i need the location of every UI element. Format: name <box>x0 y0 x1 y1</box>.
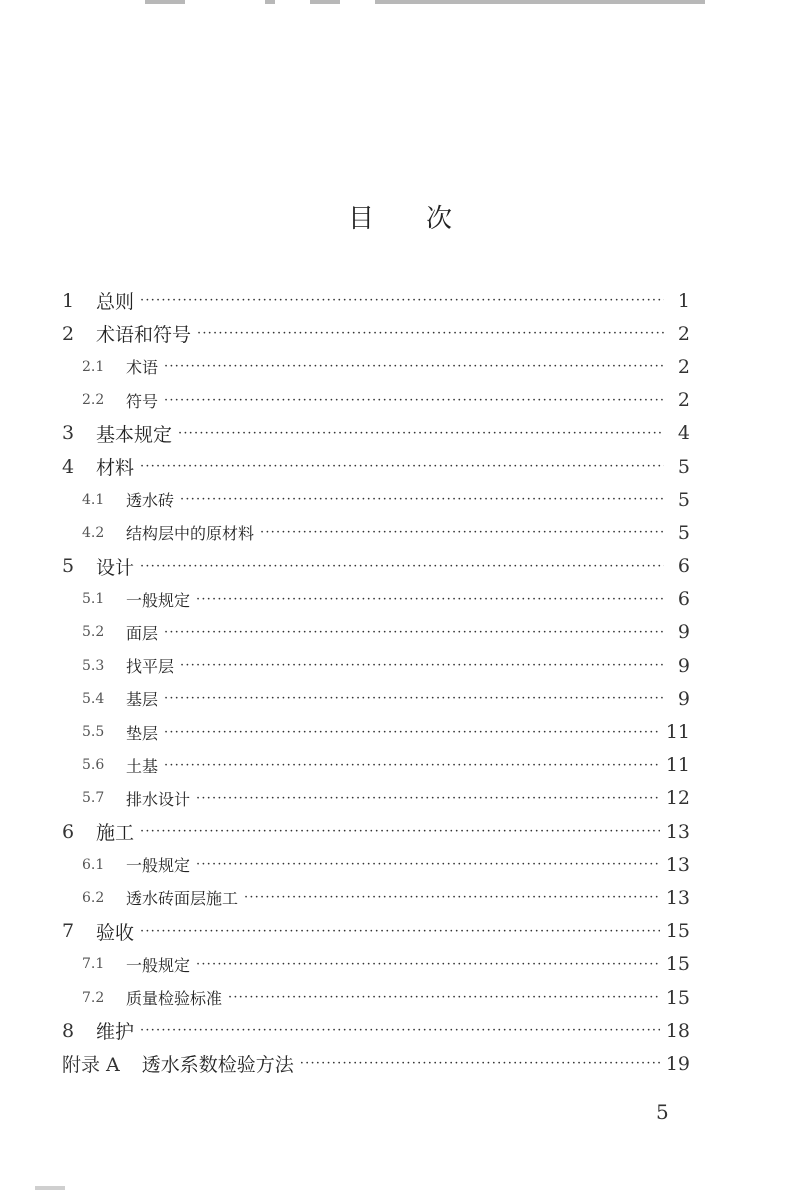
toc-dot-leader <box>140 560 664 573</box>
toc-section-number: 5.5 <box>82 724 105 741</box>
toc-section-title: 术语和符号 <box>96 324 192 347</box>
toc-dot-leader <box>140 925 660 938</box>
toc-page-number: 5 <box>677 455 690 478</box>
toc-page-number: 15 <box>665 920 690 943</box>
toc-section-number: 7.2 <box>82 989 105 1006</box>
toc-entry[interactable] <box>62 1047 690 1080</box>
toc-page-number: 11 <box>665 754 690 777</box>
toc-section-number: 4.2 <box>82 524 105 541</box>
toc-section-title: 透水砖 <box>126 491 175 511</box>
toc-section-title: 术语 <box>126 358 159 378</box>
toc-section-title: 基本规定 <box>96 423 173 446</box>
toc-entry[interactable] <box>62 616 690 649</box>
toc-dot-leader <box>164 394 664 407</box>
toc-entry[interactable] <box>62 384 690 417</box>
toc-section-number: 3 <box>62 422 75 445</box>
toc-page-number: 6 <box>677 588 690 611</box>
toc-page-number: 2 <box>677 355 690 378</box>
toc-section-number: 5.1 <box>82 591 105 608</box>
toc-section-title: 符号 <box>126 391 159 411</box>
toc-page-number: 6 <box>677 555 690 578</box>
page-title <box>0 198 800 235</box>
toc-section-title: 一般规定 <box>126 590 191 610</box>
toc-entry[interactable] <box>62 915 690 948</box>
toc-dot-leader <box>228 991 660 1004</box>
toc-section-number: 5.6 <box>82 757 105 774</box>
toc-section-number: 1 <box>62 289 75 312</box>
toc-dot-leader <box>164 360 664 373</box>
toc-page-number: 15 <box>665 986 690 1009</box>
toc-entry[interactable] <box>62 417 690 450</box>
toc-entry[interactable] <box>62 284 690 317</box>
toc-dot-leader <box>164 726 660 739</box>
toc-dot-leader <box>196 858 660 871</box>
toc-section-number: 7 <box>62 920 75 943</box>
toc-section-number: 4 <box>62 455 75 478</box>
toc-dot-leader <box>164 692 664 705</box>
toc-section-number: 6 <box>62 820 75 843</box>
toc-section-title: 结构层中的原材料 <box>126 524 255 544</box>
toc-entry[interactable] <box>62 848 690 881</box>
toc-entry[interactable] <box>62 317 690 350</box>
toc-section-title: 设计 <box>96 556 135 579</box>
toc-entry[interactable] <box>62 782 690 815</box>
toc-section-title: 维护 <box>96 1021 135 1044</box>
title-char: 次 <box>426 204 505 234</box>
toc-section-title: 垫层 <box>126 723 159 743</box>
toc-entry[interactable] <box>62 682 690 715</box>
toc-dot-leader <box>196 958 660 971</box>
toc-section-number: 2.2 <box>82 392 105 409</box>
toc-section-title: 质量检验标准 <box>126 989 223 1009</box>
toc-entry[interactable] <box>62 1014 690 1047</box>
toc-section-title: 透水系数检验方法 <box>141 1054 294 1077</box>
toc-entry[interactable] <box>62 350 690 383</box>
toc-section-number: 5.4 <box>82 690 105 707</box>
toc-dot-leader <box>196 593 664 606</box>
toc-dot-leader <box>140 1024 660 1037</box>
toc-entry[interactable] <box>62 815 690 848</box>
toc-entry[interactable] <box>62 550 690 583</box>
toc-section-title: 基层 <box>126 690 159 710</box>
toc-section-title: 材料 <box>96 457 135 480</box>
toc-entry[interactable] <box>62 583 690 616</box>
toc-page-number: 19 <box>665 1052 690 1075</box>
toc-section-title: 施工 <box>96 822 135 845</box>
toc-page-number: 11 <box>665 721 690 744</box>
toc-page-number: 9 <box>677 687 690 710</box>
toc-page-number: 13 <box>665 820 690 843</box>
toc-page-number: 13 <box>665 853 690 876</box>
toc-dot-leader <box>180 493 664 506</box>
toc-section-number: 7.1 <box>82 956 105 973</box>
toc-page-number: 1 <box>677 289 690 312</box>
toc-section-title: 透水砖面层施工 <box>126 889 239 909</box>
toc-entry[interactable] <box>62 715 690 748</box>
toc-section-title: 一般规定 <box>126 955 191 975</box>
toc-section-title: 总则 <box>96 291 135 314</box>
toc-page-number: 18 <box>665 1019 690 1042</box>
scan-bottom-artifact <box>35 1186 65 1190</box>
toc-section-number: 8 <box>62 1019 75 1042</box>
toc-page-number: 12 <box>665 787 690 810</box>
toc-page-number: 2 <box>677 389 690 412</box>
toc-dot-leader <box>140 294 664 307</box>
toc-page-number: 5 <box>677 521 690 544</box>
toc-section-title: 找平层 <box>126 657 175 677</box>
toc-entry[interactable] <box>62 483 690 516</box>
toc-dot-leader <box>197 327 664 340</box>
toc-dot-leader <box>196 792 660 805</box>
toc-section-number: 2 <box>62 322 75 345</box>
toc-section-title: 一般规定 <box>126 856 191 876</box>
toc-entry[interactable] <box>62 516 690 549</box>
title-char: 目 <box>347 204 426 234</box>
toc-section-number: 附录 A <box>62 1054 120 1077</box>
toc-dot-leader <box>244 891 660 904</box>
toc-dot-leader <box>164 759 660 772</box>
toc-section-title: 土基 <box>126 756 159 776</box>
toc-entry[interactable] <box>62 948 690 981</box>
toc-section-number: 6.1 <box>82 856 105 873</box>
toc-section-number: 5.7 <box>82 790 105 807</box>
toc-dot-leader <box>180 659 664 672</box>
page-number: 5 <box>656 1100 669 1124</box>
toc-dot-leader <box>164 626 664 639</box>
toc-section-number: 5 <box>62 555 75 578</box>
toc-dot-leader <box>140 460 664 473</box>
toc-section-title: 排水设计 <box>126 789 191 809</box>
toc-dot-leader <box>260 526 664 539</box>
toc-section-number: 4.1 <box>82 491 105 508</box>
toc-section-title: 面层 <box>126 623 159 643</box>
toc-dot-leader <box>178 427 664 440</box>
toc-page-number: 9 <box>677 621 690 644</box>
toc-page-number: 4 <box>677 422 690 445</box>
toc-entry[interactable] <box>62 649 690 682</box>
toc-section-number: 5.2 <box>82 624 105 641</box>
toc-page-number: 2 <box>677 322 690 345</box>
toc-entry[interactable] <box>62 749 690 782</box>
toc-section-number: 5.3 <box>82 657 105 674</box>
scan-top-edge-artifact <box>145 0 705 5</box>
toc-page-number: 5 <box>677 488 690 511</box>
toc-dot-leader <box>300 1057 660 1070</box>
toc-section-number: 2.1 <box>82 358 105 375</box>
toc-section-title: 验收 <box>96 921 135 944</box>
toc-entry[interactable] <box>62 450 690 483</box>
toc-page-number: 13 <box>665 886 690 909</box>
toc-entry[interactable] <box>62 981 690 1014</box>
toc-dot-leader <box>140 825 660 838</box>
toc-section-number: 6.2 <box>82 889 105 906</box>
toc-page-number: 9 <box>677 654 690 677</box>
toc-entry[interactable] <box>62 881 690 914</box>
table-of-contents <box>62 284 690 1081</box>
toc-page-number: 15 <box>665 953 690 976</box>
